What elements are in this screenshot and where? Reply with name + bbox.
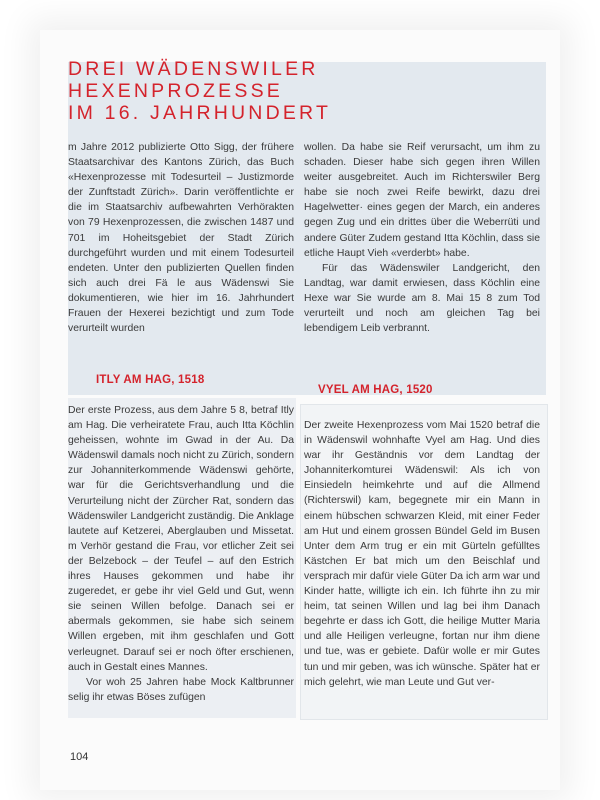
section1-paragraph-2: Vor woh 25 Jahren habe Mock Kaltbrunner selig ihr etwas Böses zufügen xyxy=(68,676,294,703)
section1-paragraph-1: Der erste Prozess, aus dem Jahre 5 8, betraf Itly am Hag. Die verheiratete Frau, auch Itta Köchlin geheissen, wohnte im Gwad in der Au. Da Wädenswil damals noch nicht zu Zürich, sondern zur Johanniterkommende Wädenswi gehörte, war für die Gerichtsverhandlung und die Verurteilung nicht der Zürcher Rat, sondern das Wädenswiler Landgericht zuständig. Die Anklage lautete auf Ketzerei, Aberglauben und Missetat. m Verhör gestand die Frau, vor etlicher Zeit sei der Belzebock – der Teufel – auf den Estrich ihres Hauses gekommen und habe ihr zugeredet, er gebe ihr viel Geld und Gut, wenn sie seinen Willen befolge. Danach sei er abermals gekommen, sie habe sich seinem Willen ergeben, mit ihm geschlafen und Gott verleugnet. Darauf sei er noch öfter erschienen, auch in Gestalt eines Mannes. xyxy=(68,405,294,673)
verdict-paragraph: Für das Wädenswiler Landgericht, den Landtag, war damit erwiesen, dass Köchlin eine Hexe war Sie wurde am 8. Mai 15 8 zum Tod verurteilt und noch am gleichen Tag bei lebendigem Leib verbrannt. xyxy=(304,262,540,335)
section2-body xyxy=(304,418,540,690)
article-title xyxy=(68,58,538,124)
section2-paragraph-1: Der zweite Hexenprozess vom Mai 1520 betraf die in Wädenswil wohnhafte Vyel am Hag. Und dies war ihr Geständnis vor dem Landtag der Johanniterkomturei Wädenswil: Als ich von Einsiedeln heimkehrte und auf die Allmend (Richterswil) kam, begegnete mir ein Mann in einem hübschen schwarzen Kleid, mit einer Feder am Hut und einem grossen Bündel Geld im Busen Unter dem Arm trug er ein mit Gürteln gefülltes Kästchen Er bat mich um den Beischlaf und versprach mir dafür viele Güter Da ich arm war und Kinder hatte, willigte ich ein. Ich führte ihn zu mir heim, tat seinen Willen und lag bei ihm Danach begehrte er dass ich Gott, die heilige Mutter Maria und alle Heiligen verleugne, fortan nur ihm diene und tue, was er gebiete. Dafür wolle er mir Gutes tun und mir geben, was ich wünsche. Später hat er mich gelehrt, wie man Leute und Gut ver- xyxy=(304,420,540,688)
title-line-1: DREI WÄDENSWILER HEXENPROZESSE xyxy=(68,58,319,102)
page-number: 104 xyxy=(70,751,89,763)
intro-paragraph: m Jahre 2012 publizierte Otto Sigg, der frühere Staatsarchivar des Kantons Zürich, das Buch «Hexenprozesse mit Todesurteil – Justizmorde der Zunftstadt Zürich». Darin veröffentlichte er die im Staatsarchiv aufbewahrten Verhörakten von 79 Hexenprozessen, die zwischen 1487 und 701 im Hoheitsgebiet der Stadt Zürich durchgeführt wurden und mit einem Todesurteil endeten. Unter den publizierten Quellen finden sich auch drei Fä le aus Wädenswi Sie dokumentieren, wie hier im 16. Jahrhundert Frauen der Hexerei bezichtigt und zum Tode verurteilt wurden xyxy=(68,142,294,335)
title-line-2: IM 16. JAHRHUNDERT xyxy=(68,102,332,124)
intro-column-right xyxy=(304,140,540,336)
section1-body xyxy=(68,403,294,705)
section1-heading: ITLY AM HAG, 1518 xyxy=(96,374,205,386)
intro-column-left xyxy=(68,140,294,336)
intro-paragraph-continued: wollen. Da habe sie Reif verursacht, um ihm zu schaden. Dieser habe sich gegen ihren Willen weiter ausgebreitet. Auch im Richterswiler Berg habe sie noch zwei Reife bewirkt, dazu drei Hagelwetter· eines gegen der March, ein anderes gegen Zug und ein drittes über die Weberrüti und andere Güter Zudem gestand Itta Köchlin, dass sie etliche Haupt Vieh «verderbt» habe. xyxy=(304,142,540,259)
section2-heading: VYEL AM HAG, 1520 xyxy=(318,384,433,396)
